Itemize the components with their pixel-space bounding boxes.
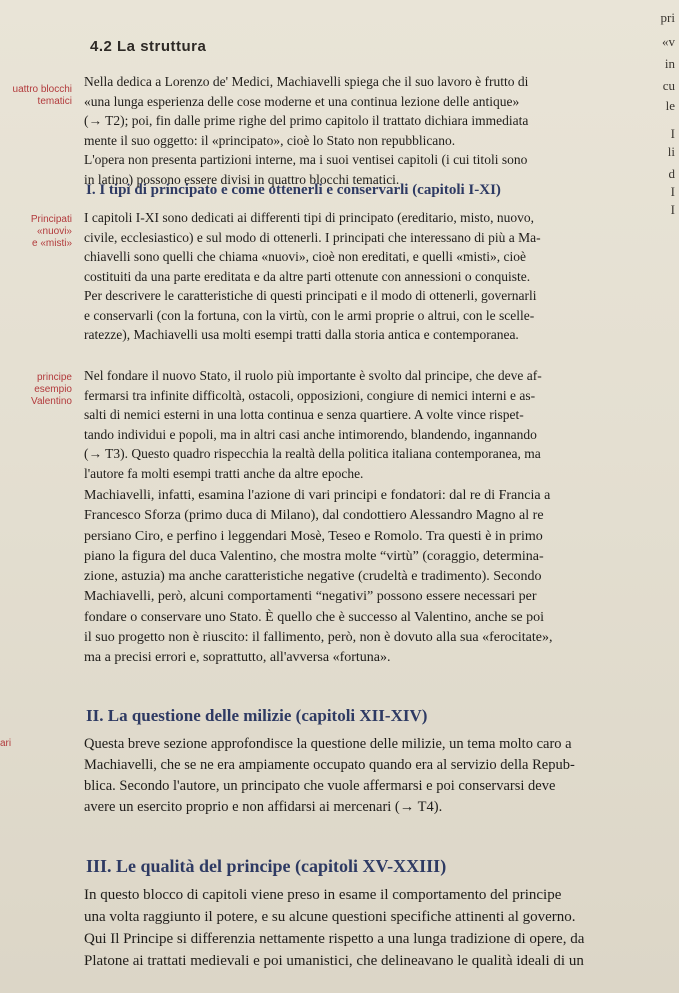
right-edge-text: I bbox=[670, 202, 675, 217]
subheading-2: II. La questione delle milizie (capitoli XII-XIV) bbox=[86, 706, 428, 725]
right-edge-text: d bbox=[668, 166, 675, 181]
text-line: fondare o conservare uno Stato. È quello che è successo al Valentino, anche se poi bbox=[84, 609, 545, 625]
right-edge-text: I bbox=[670, 184, 675, 199]
text-line: chiavelli sono quelli che chiama «nuovi», cioè non ereditati, e quelli «misti», cioè bbox=[84, 249, 526, 264]
text-line: ratezze), Machiavelli usa molti esempi tratti dalla storia antica e contemporanea. bbox=[84, 327, 519, 342]
text-line: Machiavelli, però, alcuni comportamenti “negativi” possono essere necessari per bbox=[84, 589, 537, 605]
text-line: civile, ecclesiastico) e sul modo di ottenerli. I principati che interessano di più a Ma- bbox=[84, 229, 541, 245]
margin-note-text: uattro blocchi bbox=[12, 84, 72, 95]
margin-note-text: ari bbox=[0, 738, 12, 749]
paragraph-4 bbox=[84, 734, 669, 818]
text-line: fermarsi tra infinite difficoltà, ostacoli, opposizioni, congiure di nemici interni e as- bbox=[84, 387, 536, 403]
text-line: piano la figura del duca Valentino, che mostra molte “virtù” (coraggio, determina- bbox=[84, 548, 544, 564]
intro-paragraph bbox=[84, 72, 619, 189]
text-line: Questa breve sezione approfondisce la questione delle milizie, un tema molto caro a bbox=[84, 736, 572, 752]
margin-note-text: esempio bbox=[34, 384, 72, 395]
right-edge-text: le bbox=[665, 98, 675, 113]
text-line: (→ T2); poi, fin dalle prime righe del primo capitolo il trattato dichiara immediata bbox=[84, 113, 529, 128]
paragraph-1 bbox=[84, 208, 659, 345]
text-line: il suo progetto non è riuscito: il fallimento, però, non è dovuto alla sua «ferocitate», bbox=[84, 630, 553, 646]
text-line: I capitoli I-XI sono dedicati ai differenti tipi di principato (ereditario, misto, nuovo, bbox=[84, 210, 535, 225]
text-line: L'opera non presenta partizioni interne, ma i suoi ventisei capitoli (i cui titoli sono bbox=[84, 152, 528, 167]
text-line: Machiavelli, infatti, esamina l'azione di vari principi e fondatori: dal re di Francia a bbox=[84, 488, 551, 503]
margin-note bbox=[0, 738, 14, 750]
text-line: In questo blocco di capitoli viene preso in esame il comportamento del principe bbox=[84, 887, 562, 903]
subheading-1: I. I tipi di principato e come ottenerli e conservarli (capitoli I-XI) bbox=[86, 182, 501, 198]
text-line: Nel fondare il nuovo Stato, il ruolo più importante è svolto dal principe, che deve af- bbox=[84, 368, 542, 383]
text-line: «una lunga esperienza delle cose moderne et una continua lezione delle antique» bbox=[84, 93, 520, 109]
section-heading: 4.2 La struttura bbox=[90, 38, 207, 55]
right-edge-text: I bbox=[670, 126, 675, 141]
subheading-3: III. Le qualità del principe (capitoli XV-XXIII) bbox=[86, 856, 447, 876]
text-line: Platone ai trattati medievali e poi umanistici, che delineavano le qualità ideali di un bbox=[84, 953, 584, 969]
right-edge-text: in bbox=[664, 56, 675, 71]
text-line: ma a precisi errori e, soprattutto, all'avversa «fortuna». bbox=[84, 650, 391, 666]
text-line: mente il suo oggetto: il «principato», cioè lo Stato non repubblicano. bbox=[84, 132, 456, 148]
right-edge-text: cu bbox=[662, 78, 675, 93]
right-edge-text: «v bbox=[662, 34, 675, 49]
text-line: costituiti da una parte ereditata e da altre parti ottenute con annessioni o conquiste. bbox=[84, 268, 531, 284]
paragraph-2 bbox=[84, 366, 664, 483]
text-line: Francesco Sforza (primo duca di Milano), dal condottiero Alessandro Magno al re bbox=[84, 508, 544, 524]
margin-note bbox=[0, 372, 72, 408]
margin-note bbox=[0, 214, 72, 250]
text-line: (→ T3). Questo quadro rispecchia la realtà della politica italiana contemporanea, ma bbox=[84, 446, 541, 461]
margin-note-text: principe bbox=[36, 372, 72, 383]
margin-note-text: Valentino bbox=[31, 396, 72, 407]
text-line: Nella dedica a Lorenzo de' Medici, Machiavelli spiega che il suo lavoro è frutto di bbox=[84, 74, 529, 89]
text-line: l'autore fa molti esempi tratti anche da altre epoche. bbox=[84, 465, 364, 481]
text-line: in latino) possono essere divisi in quattro blocchi tematici. bbox=[84, 171, 400, 187]
paragraph-3 bbox=[84, 486, 669, 669]
right-edge-clipped-text bbox=[645, 0, 679, 217]
text-line: Qui Il Principe si differenzia nettamente rispetto a una lunga tradizione di opere, da bbox=[84, 931, 585, 947]
right-edge-text: li bbox=[667, 144, 675, 159]
text-line: Per descrivere le caratteristiche di questi principati e il modo di ottenerli, governarli bbox=[84, 288, 537, 303]
text-line: avere un esercito proprio e non affidarsi ai mercenari (→ T4). bbox=[84, 799, 443, 815]
margin-note-text: tematici bbox=[37, 96, 72, 107]
text-line: persiano Ciro, e perfino i leggendari Mosè, Teseo e Romolo. Tra questi è in primo bbox=[84, 528, 543, 544]
text-line: zione, astuzia) ma anche caratteristiche negative (crudeltà e tradimento). Secondo bbox=[84, 569, 542, 585]
margin-note-text: e «misti» bbox=[31, 238, 72, 249]
text-line: salti di nemici esterni in una lotta continua e senza quartiere. A volte vince rispet- bbox=[84, 407, 524, 422]
margin-note-text: Principati bbox=[30, 214, 72, 225]
paragraph-5 bbox=[84, 884, 674, 972]
text-line: tando individui e popoli, ma in altri casi anche intimorendo, blandendo, ingannando bbox=[84, 426, 537, 442]
text-line: e conservarli (con la fortuna, con la virtù, con le armi proprie o altrui, con le scelle- bbox=[84, 307, 535, 323]
right-edge-text: pri bbox=[660, 10, 675, 25]
text-line: Machiavelli, che se ne era ampiamente occupato quando era al servizio della Repub- bbox=[84, 757, 575, 773]
text-line: una volta raggiunto il potere, e su alcune questioni specifiche attinenti al governo. bbox=[84, 909, 576, 925]
text-line: blica. Secondo l'autore, un principato che vuole affermarsi e poi conservarsi deve bbox=[84, 778, 556, 794]
margin-note bbox=[0, 84, 72, 108]
margin-note-text: «nuovi» bbox=[36, 226, 72, 237]
